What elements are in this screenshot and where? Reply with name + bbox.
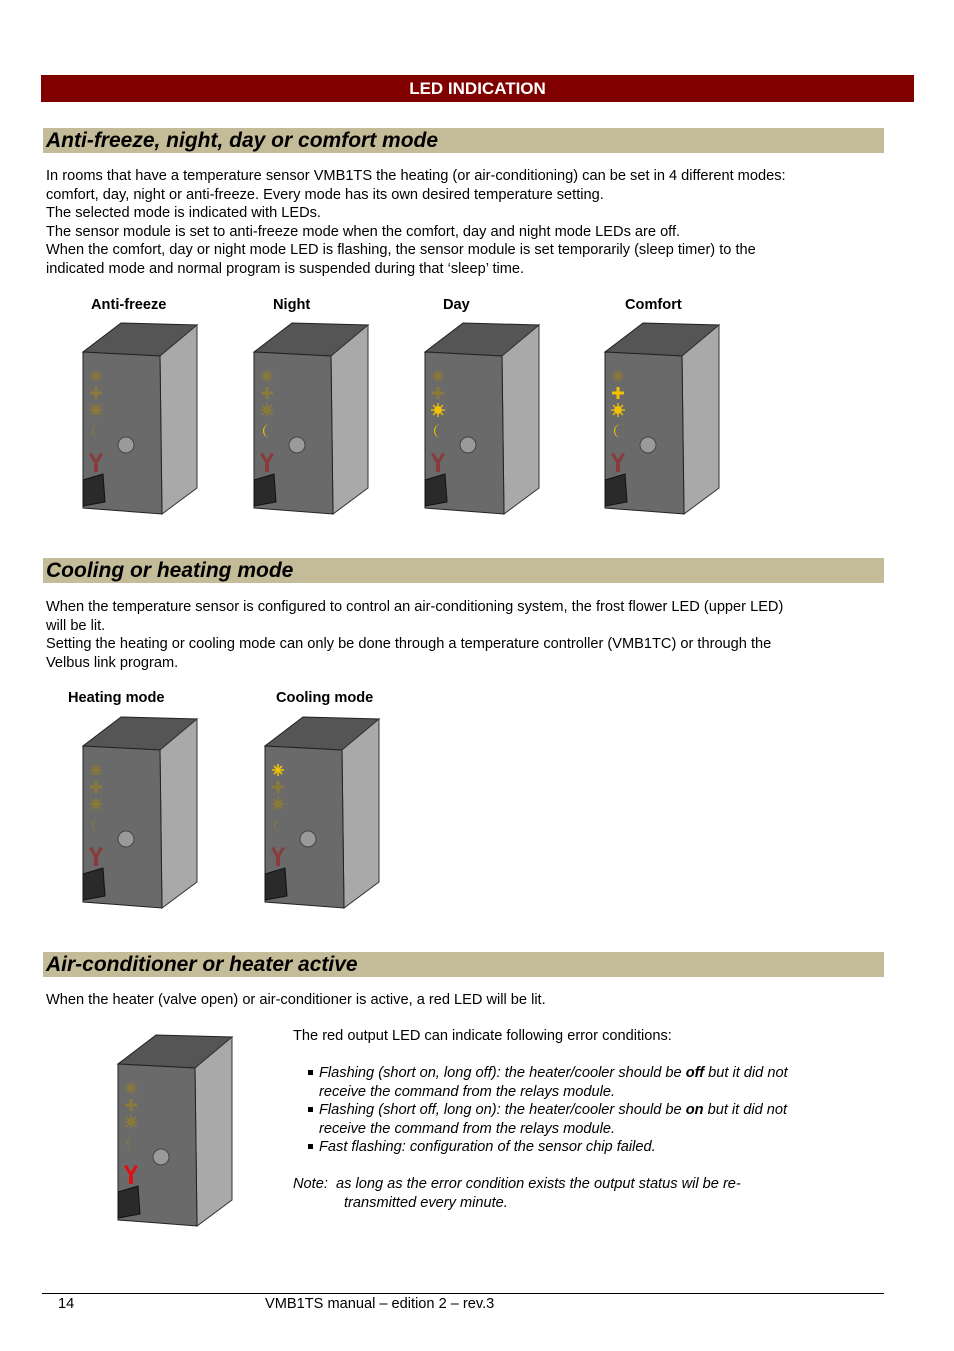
sun-led-icon [89,403,103,417]
bullet-item [293,1064,893,1101]
page-number: 14 [58,1296,75,1312]
text-line: When the temperature sensor is configured to control an air-conditioning system, the frost flower LED (upper LED) [46,599,784,615]
modes-paragraph [46,167,876,278]
device-night [246,320,376,520]
device-comfort [597,320,727,520]
cooling-paragraph [46,598,876,672]
sun-led-icon [124,1115,138,1129]
push-button [153,1149,169,1165]
text-line: In rooms that have a temperature sensor VMB1TS the heating (or air-conditioning) can be set in 4 different modes: [46,168,786,184]
footer-rule [42,1293,884,1294]
note-text: transmitted every minute. [344,1194,508,1211]
bullet-square-icon [308,1107,313,1112]
bullet-bold: off [685,1065,705,1081]
error-conditions [293,1027,893,1212]
text-line: The selected mode is indicated with LEDs. [46,205,321,221]
device-day [417,320,547,520]
bullet-text: but it did not [703,1102,788,1118]
device-antifreeze [75,320,205,520]
bullet-text: Flashing (short on, long off): the heater/cooler should be [319,1065,686,1081]
bullet-text: Fast flashing: configuration of the sensor chip failed. [319,1139,656,1155]
sun-led-icon [260,403,274,417]
text-line: Setting the heating or cooling mode can only be done through a temperature controller (VMB1TC) or through the [46,636,772,652]
bullet-text: receive the command from the relays module. [319,1083,616,1100]
text-line: When the comfort, day or night mode LED is flashing, the sensor module is set temporarily (sleep timer) to the [46,242,756,258]
sun-led-icon [89,797,103,811]
section-title-active: Air-conditioner or heater active [43,952,884,977]
push-button [118,437,134,453]
text-line: When the heater (valve open) or air-conditioner is active, a red LED will be lit. [46,992,546,1008]
text-line: The sensor module is set to anti-freeze mode when the comfort, day and night mode LEDs are off. [46,223,681,240]
active-paragraph [46,991,876,1010]
note [293,1175,893,1194]
push-button [460,437,476,453]
bullet-text: receive the command from the relays module. [319,1120,616,1137]
caption-night: Night [273,297,311,313]
caption-antifreeze: Anti-freeze [91,297,167,313]
note-text: as long as the error condition exists the output status wil be re- [336,1176,741,1192]
caption-comfort: Comfort [625,297,682,313]
text-line: will be lit. [46,617,106,634]
push-button [118,831,134,847]
caption-day: Day [443,297,470,313]
sun-led-icon [431,403,445,417]
footer-title: VMB1TS manual – edition 2 – rev.3 [265,1296,495,1312]
text-line: Velbus link program. [46,654,179,671]
note-label: Note: [293,1176,328,1192]
push-button [300,831,316,847]
section-title-cooling: Cooling or heating mode [43,558,884,583]
bullet-item [293,1101,893,1138]
text-line: comfort, day, night or anti-freeze. Every mode has its own desired temperature setting. [46,186,604,203]
bullet-square-icon [308,1070,313,1075]
caption-cooling-mode: Cooling mode [276,690,374,706]
error-intro: The red output LED can indicate following error conditions: [293,1028,672,1044]
section-title-modes: Anti-freeze, night, day or comfort mode [43,128,884,153]
device-heating [75,714,205,914]
sun-led-icon [271,797,285,811]
bullet-item [293,1138,893,1157]
sun-led-icon [611,403,625,417]
caption-heating-mode: Heating mode [68,690,165,706]
push-button [289,437,305,453]
bullet-bold: on [685,1102,704,1118]
device-active [110,1032,240,1232]
bullet-square-icon [308,1144,313,1149]
text-line: indicated mode and normal program is suspended during that ‘sleep’ time. [46,260,525,277]
led-indication-banner: LED INDICATION [41,75,914,102]
bullet-text: Flashing (short off, long on): the heater/cooler should be [319,1102,686,1118]
device-cooling [257,714,387,914]
push-button [640,437,656,453]
bullet-text: but it did not [704,1065,788,1081]
